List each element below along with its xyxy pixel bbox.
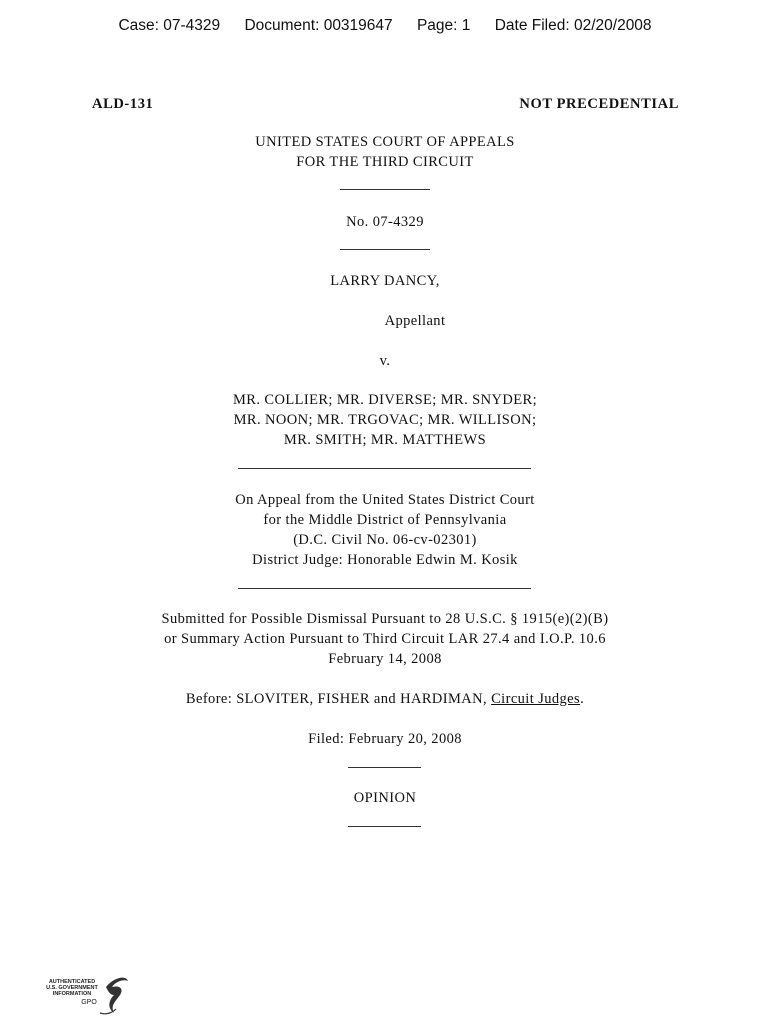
case-number-header: Case: 07-4329: [118, 17, 221, 34]
submission-date: February 14, 2008: [328, 651, 442, 667]
panel-line: [0, 691, 770, 708]
appellees-line3: MR. SMITH; MR. MATTHEWS: [283, 432, 487, 448]
seal-line2: U.S. GOVERNMENT: [46, 985, 98, 991]
appeal-line1: On Appeal from the United States District Court: [235, 492, 535, 508]
document-number-header: Document: 00319647: [244, 17, 393, 34]
divider-rule: [340, 249, 430, 250]
divider-rule: [348, 826, 421, 827]
panel-period: .: [580, 691, 585, 707]
appellant-role: Appellant: [384, 313, 446, 329]
divider-rule: [348, 767, 421, 768]
opinion-label: OPINION: [353, 790, 417, 806]
circuit-judges-label: Circuit Judges: [491, 691, 581, 707]
appellees-line2: MR. NOON; MR. TRGOVAC; MR. WILLISON;: [233, 412, 537, 428]
divider-rule: [340, 189, 430, 190]
docket-tag: ALD-131: [92, 96, 154, 112]
seal-line4: GPO: [81, 999, 97, 1006]
submission-line2: or Summary Action Pursuant to Third Circuit LAR 27.4 and I.O.P. 10.6: [164, 631, 606, 647]
case-number: No. 07-4329: [346, 214, 424, 230]
date-filed-header: Date Filed: 02/20/2008: [494, 17, 652, 34]
page-number-header: Page: 1: [416, 17, 471, 34]
appeal-line3: (D.C. Civil No. 06-cv-02301): [293, 532, 477, 548]
panel-before: Before: SLOVITER, FISHER and HARDIMAN,: [185, 691, 492, 707]
case-header: [0, 17, 770, 35]
court-name-line1: UNITED STATES COURT OF APPEALS: [255, 134, 515, 150]
divider-rule: [238, 588, 531, 589]
precedential-status: NOT PRECEDENTIAL: [519, 96, 679, 112]
divider-rule: [238, 468, 531, 469]
versus: v.: [379, 353, 391, 369]
court-name-line2: FOR THE THIRD CIRCUIT: [296, 154, 474, 170]
appellant-name: LARRY DANCY,: [330, 273, 440, 289]
seal-line1: AUTHENTICATED: [48, 979, 96, 985]
appellees-line1: MR. COLLIER; MR. DIVERSE; MR. SNYDER;: [232, 392, 538, 408]
seal-line3: INFORMATION: [52, 991, 92, 997]
gpo-authentication-seal: [40, 973, 132, 1019]
eagle-swoosh-icon: [40, 973, 132, 1019]
submission-line1: Submitted for Possible Dismissal Pursuant to 28 U.S.C. § 1915(e)(2)(B): [161, 611, 609, 627]
appeal-line2: for the Middle District of Pennsylvania: [263, 512, 507, 528]
filed-date: Filed: February 20, 2008: [308, 731, 462, 747]
appeal-line4: District Judge: Honorable Edwin M. Kosik: [252, 552, 518, 568]
